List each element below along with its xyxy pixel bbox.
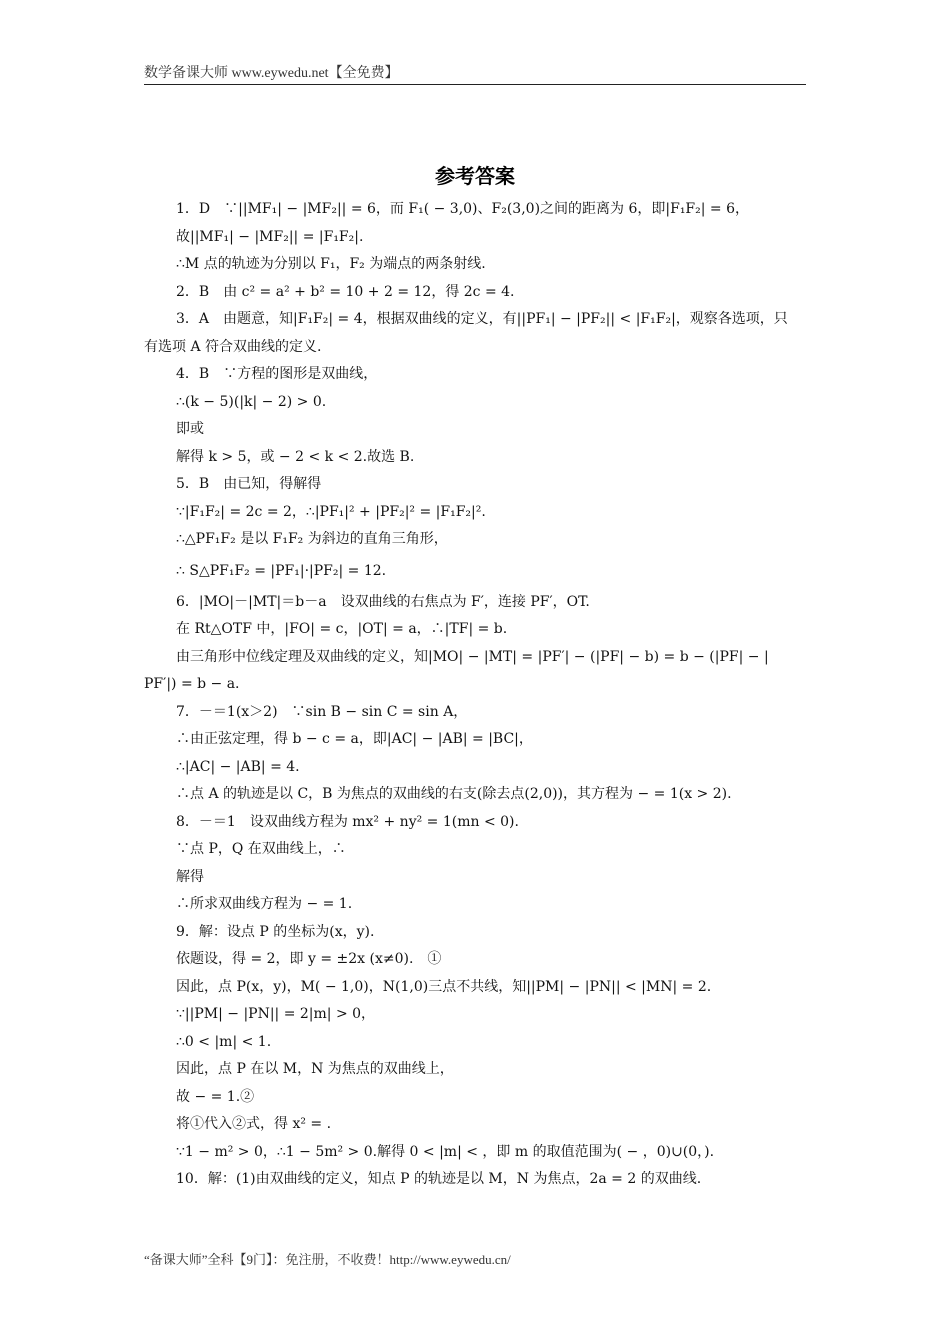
answer-line: ∴(k − 5)(|k| − 2) > 0.: [176, 393, 327, 410]
answer-line: ∴由正弦定理，得 b − c = a，即|AC| − |AB| = |BC|，: [176, 731, 533, 747]
answer-line: 8．－＝1 设双曲线方程为 mx² + ny² = 1(mn < 0).: [176, 813, 519, 830]
answer-line: 2．B 由 c² = a² + b² = 10 + 2 = 12，得 2c = 4.: [176, 283, 515, 300]
page-header: 数学备课大师 www.eywedu.net【全免费】: [144, 62, 806, 85]
answer-line: ∴ S△PF₁F₂ = |PF₁|·|PF₂| = 12.: [176, 562, 387, 579]
answer-line: 将①代入②式，得 x² = .: [176, 1116, 332, 1132]
answer-line: ∵||PM| − |PN|| = 2|m| > 0，: [176, 1006, 376, 1022]
answer-line: 9．解：设点 P 的坐标为(x，y).: [176, 923, 375, 940]
page-title: 参考答案: [435, 164, 515, 188]
answer-line: ∴所求双曲线方程为 − = 1.: [176, 896, 353, 912]
answer-line: 7．－＝1(x＞2) ∵sin B − sin C = sin A，: [176, 703, 468, 720]
answer-line: 有选项 A 符合双曲线的定义.: [144, 338, 322, 355]
answer-line: 1．D ∵||MF₁| − |MF₂|| = 6，而 F₁( − 3,0)、F₂(3,0)之间的距离为 6，即|F₁F₂| = 6，: [176, 201, 750, 217]
answer-line: 即或: [176, 421, 204, 437]
answer-line: 4．B ∵方程的图形是双曲线，: [176, 366, 378, 382]
answer-line: PF′|) = b − a.: [144, 676, 240, 692]
answer-line: 依题设，得 = 2，即 y = ±2x (x≠0). ①: [176, 951, 442, 967]
answer-line: 因此，点 P 在以 M，N 为焦点的双曲线上，: [176, 1061, 454, 1077]
answer-line: 10．解：(1)由双曲线的定义，知点 P 的轨迹是以 M，N 为焦点，2a = 2 的双曲线.: [176, 1171, 702, 1187]
answer-line: 解得 k > 5，或 − 2 < k < 2.故选 B.: [176, 448, 415, 465]
answer-line: ∴|AC| − |AB| = 4.: [176, 758, 300, 775]
answer-line: 在 Rt△OTF 中，|FO| = c，|OT| = a，∴|TF| = b.: [176, 621, 508, 637]
answer-content: [144, 196, 806, 1194]
answer-line: 故 − = 1.②: [176, 1088, 255, 1105]
answer-line: 故||MF₁| − |MF₂|| = |F₁F₂|.: [176, 228, 364, 245]
answer-line: 解得: [176, 868, 204, 885]
answer-line: ∴M 点的轨迹为分别以 F₁，F₂ 为端点的两条射线.: [176, 256, 486, 272]
answer-line: 因此，点 P(x，y)，M( − 1,0)，N(1,0)三点不共线，知||PM| − |PN|| < |MN| = 2.: [176, 978, 712, 995]
answer-line: 6．|MO|－|MT|＝b－a 设双曲线的右焦点为 F′，连接 PF′，OT.: [176, 593, 590, 610]
answer-line: ∴△PF₁F₂ 是以 F₁F₂ 为斜边的直角三角形，: [176, 531, 448, 547]
answer-line: ∵|F₁F₂| = 2c = 2，∴|PF₁|² + |PF₂|² = |F₁F₂|².: [176, 503, 486, 520]
page-footer: “备课大师”全科【9门】：免注册，不收费！http://www.eywedu.cn/: [144, 1252, 511, 1267]
answer-line: 由三角形中位线定理及双曲线的定义，知|MO| − |MT| = |PF′| − (|PF| − b) = b − (|PF| − |: [176, 648, 769, 665]
answer-line: ∵点 P，Q 在双曲线上，∴: [176, 841, 346, 857]
answer-line: ∴0 < |m| < 1.: [176, 1033, 272, 1050]
answer-line: ∴点 A 的轨迹是以 C，B 为焦点的双曲线的右支(除去点(2,0))，其方程为 − = 1(x > 2).: [176, 786, 732, 802]
answer-line: ∵1 − m² > 0，∴1 − 5m² > 0.解得 0 < |m| < ，即 m 的取值范围为( − ，0)∪(0，).: [176, 1143, 715, 1160]
answer-line: 5．B 由已知，得解得: [176, 476, 322, 492]
answer-line: 3．A 由题意，知|F₁F₂| = 4，根据双曲线的定义，有||PF₁| − |PF₂|| < |F₁F₂|，观察各选项，只: [176, 311, 788, 327]
